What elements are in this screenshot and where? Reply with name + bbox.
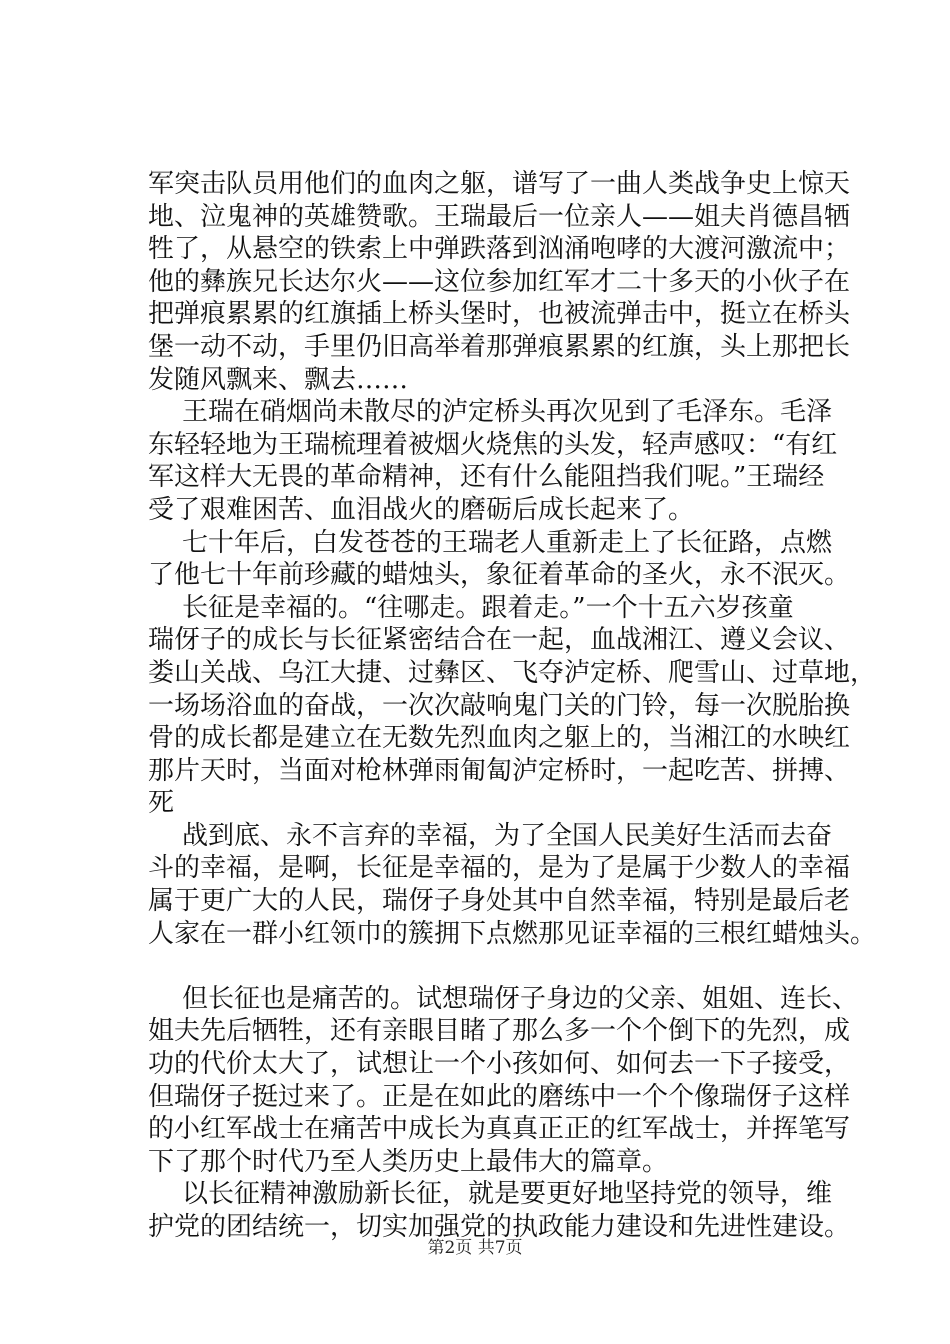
text-line: 人家在一群小红领巾的簇拥下点燃那见证幸福的三根红蜡烛头。 — [148, 918, 877, 949]
paragraph — [148, 168, 851, 396]
text-line: 战到底、永不言弃的幸福，为了全国人民美好生活而去奋 — [182, 820, 833, 851]
text-line: 把弹痕累累的红旗插上桥头堡时，也被流弹击中，挺立在桥头 — [148, 299, 851, 330]
text-line: 王瑞在硝烟尚未散尽的泸定桥头再次见到了毛泽东。毛泽 — [182, 397, 833, 428]
text-line: 受了艰难困苦、血泪战火的磨砺后成长起来了。 — [148, 494, 695, 525]
text-line: 死 — [148, 788, 175, 819]
paragraph — [148, 820, 877, 950]
text-line: 护党的团结统一，切实加强党的执政能力建设和先进性建设。 — [148, 1212, 851, 1242]
blank-line — [148, 950, 808, 983]
text-line: 但瑞伢子挺过来了。正是在如此的磨练中一个个像瑞伢子这样 — [148, 1081, 851, 1112]
text-line: 娄山关战、乌江大捷、过彝区、飞夺泸定桥、爬雪山、过草地， — [148, 657, 877, 688]
paragraph — [148, 527, 851, 592]
paragraph — [148, 983, 859, 1179]
text-line: 以长征精神激励新长征，就是要更好地坚持党的领导，维 — [182, 1179, 833, 1210]
text-line: 斗的幸福，是啊，长征是幸福的，是为了是属于少数人的幸福 — [148, 853, 851, 884]
text-line: 下了那个时代乃至人类历史上最伟大的篇章。 — [148, 1146, 669, 1177]
page-footer: 第2页 共7页 — [427, 1238, 523, 1258]
text-line: 的小红军战士在痛苦中成长为真真正正的红军战士，并挥笔写 — [148, 1114, 851, 1145]
text-line: 属于更广大的人民，瑞伢子身处其中自然幸福，特别是最后老 — [148, 886, 851, 917]
document-body — [148, 168, 877, 1244]
text-line: 一场场浴血的奋战，一次次敲响鬼门关的门铃，每一次脱胎换 — [148, 690, 851, 721]
text-line: 他的彝族兄长达尔火——这位参加红军才二十多天的小伙子在 — [148, 266, 851, 297]
text-line: 七十年后，白发苍苍的王瑞老人重新走上了长征路，点燃 — [182, 527, 833, 558]
text-line: 瑞伢子的成长与长征紧密结合在一起，血战湘江、遵义会议、 — [148, 625, 851, 656]
text-line: 了他七十年前珍藏的蜡烛头，象征着革命的圣火，永不泯灭。 — [148, 560, 851, 591]
text-line: 功的代价太大了，试想让一个小孩如何、如何去一下子接受， — [148, 1049, 851, 1080]
text-line: 骨的成长都是建立在无数先烈血肉之躯上的，当湘江的水映红 — [148, 723, 851, 754]
text-line: 东轻轻地为王瑞梳理着被烟火烧焦的头发，轻声感叹：“有红 — [148, 429, 838, 460]
text-line: 军这样大无畏的革命精神，还有什么能阻挡我们呢。”王瑞经 — [148, 462, 825, 493]
text-line: 堡一动不动，手里仍旧高举着那弹痕累累的红旗，头上那把长 — [148, 331, 851, 362]
text-line: 发随风飘来、飘去…… — [148, 364, 409, 395]
text-line: 军突击队员用他们的血肉之躯，谱写了一曲人类战争史上惊天 — [148, 169, 851, 199]
text-line: 牲了，从悬空的铁索上中弹跌落到汹涌咆哮的大渡河激流中； — [148, 234, 851, 265]
text-line: 长征是幸福的。“往哪走。跟着走。”一个十五六岁孩童 — [182, 592, 794, 623]
text-line: 那片天时，当面对枪林弹雨匍匐泸定桥时，一起吃苦、拼搏、 — [148, 755, 851, 786]
text-line: 姐夫先后牺牲，还有亲眼目睹了那么多一个个倒下的先烈，成 — [148, 1016, 851, 1047]
paragraph — [148, 396, 838, 526]
text-line: 但长征也是痛苦的。试想瑞伢子身边的父亲、姐姐、连长、 — [182, 983, 859, 1014]
text-line: 地、泣鬼神的英雄赞歌。王瑞最后一位亲人——姐夫肖德昌牺 — [148, 201, 851, 232]
paragraph — [148, 592, 877, 820]
